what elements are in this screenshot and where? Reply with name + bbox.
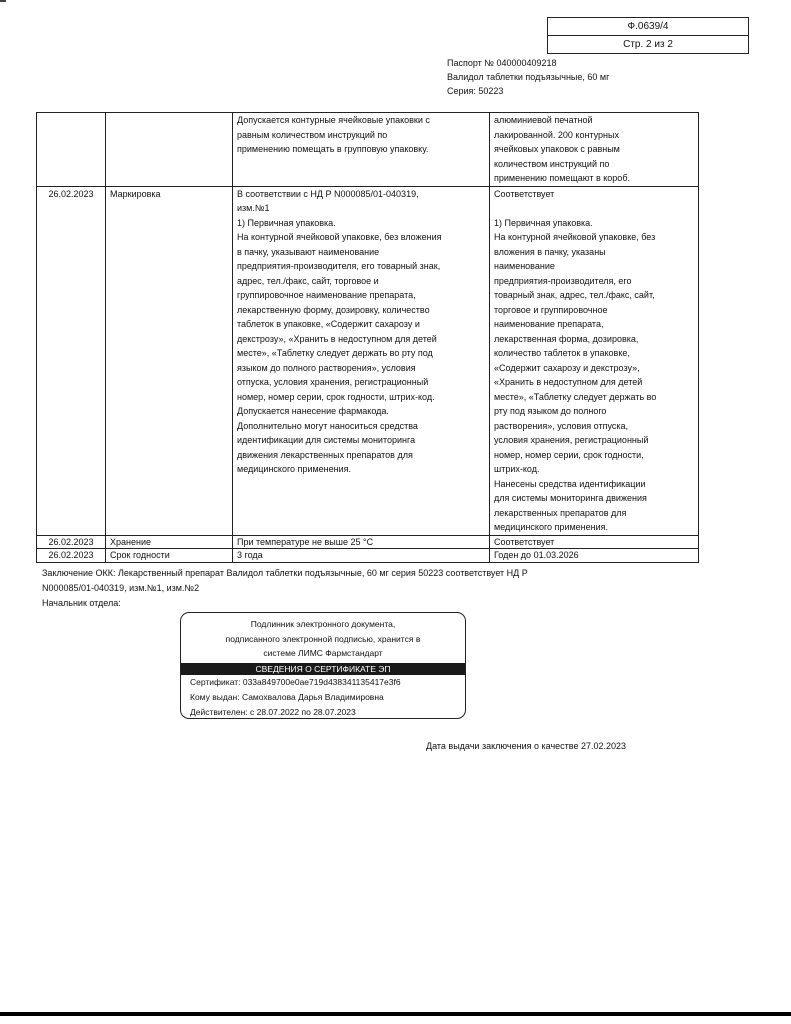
passport-number: Паспорт № 040000409218 (447, 58, 557, 68)
passport-info (447, 56, 609, 98)
row-result (490, 186, 699, 535)
result-line: количеством инструкций по (494, 158, 610, 169)
result-line: Нанесены средства идентификации (494, 478, 646, 489)
result-line: растворения», условия отпуска, (494, 420, 628, 431)
requirement-line: Дополнительно могут наноситься средства (237, 420, 418, 431)
result-line: Соответствует (494, 536, 555, 547)
requirement-line: При температуре не выше 25 °С (237, 536, 374, 547)
row-result (490, 549, 699, 563)
issue-date: Дата выдачи заключения о качестве 27.02.2023 (426, 741, 626, 751)
requirement-line: идентификации для системы мониторинга (237, 435, 416, 445)
result-line: применению помещают в короб. (494, 173, 630, 183)
passport-series: Серия: 50223 (447, 86, 504, 96)
result-line: ячейковых упаковок с равным (494, 144, 620, 154)
requirement-line: таблеток в упаковке, «Содержит сахарозу и (237, 319, 420, 329)
result-line: для системы мониторинга движения (494, 493, 647, 503)
conclusion-line-2: N000085/01-040319, изм.№1, изм.№2 (42, 583, 200, 593)
requirement-line: адрес, тел./факс, сайт, торговое и (237, 275, 379, 286)
stamp-certificate: Сертификат: 033a849700e0ae719d438341135417e3f6 (190, 676, 401, 687)
table-row (37, 535, 699, 549)
stamp-header (181, 613, 465, 661)
form-code-box (547, 17, 749, 54)
result-line: наименование препарата, (494, 319, 604, 329)
requirement-line: в пачку, указывают наименование (237, 246, 380, 257)
electronic-signature-stamp (180, 612, 466, 719)
requirement-line: 1) Первичная упаковка. (237, 217, 336, 228)
requirement-line: отпуска, условия хранения, регистрационный (237, 377, 429, 387)
passport-product: Валидол таблетки подъязычные, 60 мг (447, 72, 610, 82)
result-line: «Хранить в недоступном для детей (494, 377, 643, 387)
requirement-line: применению помещать в групповую упаковку. (237, 144, 429, 154)
requirement-line: группировочное наименование препарата, (237, 290, 416, 300)
result-line: медицинского применения. (494, 522, 609, 532)
row-requirement (233, 186, 490, 535)
requirement-line: равным количеством инструкций по (237, 129, 388, 140)
row-date: 26.02.2023 (37, 535, 106, 549)
page-number: Стр. 2 из 2 (548, 35, 748, 53)
stamp-certificate-title: СВЕДЕНИЯ О СЕРТИФИКАТЕ ЭП (181, 663, 465, 675)
table-row (37, 549, 699, 563)
result-line: «Содержит сахарозу и декстрозу», (494, 362, 640, 373)
scan-bottom-edge (0, 1012, 791, 1016)
row-parameter: Маркировка (106, 186, 233, 535)
row-date (37, 113, 106, 187)
result-line: лекарственная форма, дозировка, (494, 333, 639, 344)
head-of-department: Начальник отдела: (42, 598, 121, 608)
requirement-line: номер, номер серии, срок годности, штрих-код. (237, 391, 435, 402)
result-line: Соответствует (494, 188, 555, 199)
result-line: На контурной ячейковой упаковке, без (494, 232, 656, 242)
requirement-line: предприятия-производителя, его товарный знак, (237, 261, 441, 271)
stamp-header-line: Подлинник электронного документа, (250, 619, 396, 629)
stamp-validity: Действителен: с 28.07.2022 по 28.07.2023 (190, 706, 356, 717)
row-date: 26.02.2023 (37, 186, 106, 535)
result-line: торговое и группировочное (494, 304, 608, 315)
requirement-line: В соответствии с НД Р N000085/01-040319, (237, 188, 419, 199)
result-line: вложения в пачку, указаны (494, 246, 606, 257)
result-line: предприятия-производителя, его (494, 275, 632, 286)
result-line: рту под языком до полного (494, 406, 607, 416)
scan-corner-mark (0, 0, 6, 2)
row-date: 26.02.2023 (37, 549, 106, 563)
result-line: количество таблеток в упаковке, (494, 348, 630, 358)
requirement-line: движения лекарственных препаратов для (237, 449, 413, 460)
row-parameter: Хранение (106, 535, 233, 549)
requirement-line: 3 года (237, 550, 263, 560)
result-line: лекарственных препаратов для (494, 507, 627, 518)
test-results-table (36, 112, 699, 563)
row-result (490, 535, 699, 549)
form-code: Ф.0639/4 (627, 21, 669, 32)
row-parameter: Срок годности (106, 549, 233, 563)
requirement-line: изм.№1 (237, 203, 270, 213)
requirement-line: На контурной ячейковой упаковке, без вложения (237, 232, 442, 242)
requirement-line: языком до полного растворения», условия (237, 362, 416, 373)
stamp-header-line: подписанного электронной подписью, хранится в (225, 633, 421, 644)
table-row (37, 186, 699, 535)
requirement-line: лекарственную форму, дозировку, количество (237, 304, 430, 315)
result-line: алюминиевой печатной (494, 115, 593, 125)
result-line: месте», «Таблетку следует держать во (494, 391, 657, 402)
requirement-line: Допускается контурные ячейковые упаковки с (237, 115, 430, 125)
result-line: 1) Первичная упаковка. (494, 217, 593, 228)
result-line: лакированной. 200 контурных (494, 129, 619, 140)
result-line: товарный знак, адрес, тел./факс, сайт, (494, 290, 655, 300)
stamp-header-line: системе ЛИМС Фармстандарт (263, 648, 383, 658)
requirement-line: месте», «Таблетку следует держать во рту под (237, 348, 433, 358)
result-line (494, 201, 694, 216)
result-line: штрих-код. (494, 464, 540, 474)
requirement-line: медицинского применения. (237, 464, 352, 474)
result-line: наименование (494, 261, 555, 271)
result-line: Годен до 01.03.2026 (494, 550, 579, 560)
conclusion (42, 566, 528, 611)
requirement-line: декстрозу», «Хранить в недоступном для детей (237, 333, 437, 344)
requirement-line: Допускается нанесение фармакода. (237, 406, 389, 416)
row-requirement (233, 535, 490, 549)
row-requirement (233, 113, 490, 187)
row-result (490, 113, 699, 187)
table-row (37, 113, 699, 187)
row-parameter (106, 113, 233, 187)
result-line: условия хранения, регистрационный (494, 435, 649, 445)
stamp-issued-to: Кому выдан: Самохвалова Дарья Владимировна (190, 691, 384, 702)
conclusion-line-1: Заключение ОКК: Лекарственный препарат Валидол таблетки подъязычные, 60 мг серия 50223 соответствует НД Р (42, 568, 528, 578)
row-requirement (233, 549, 490, 563)
result-line: номер, номер серии, срок годности, (494, 449, 644, 460)
